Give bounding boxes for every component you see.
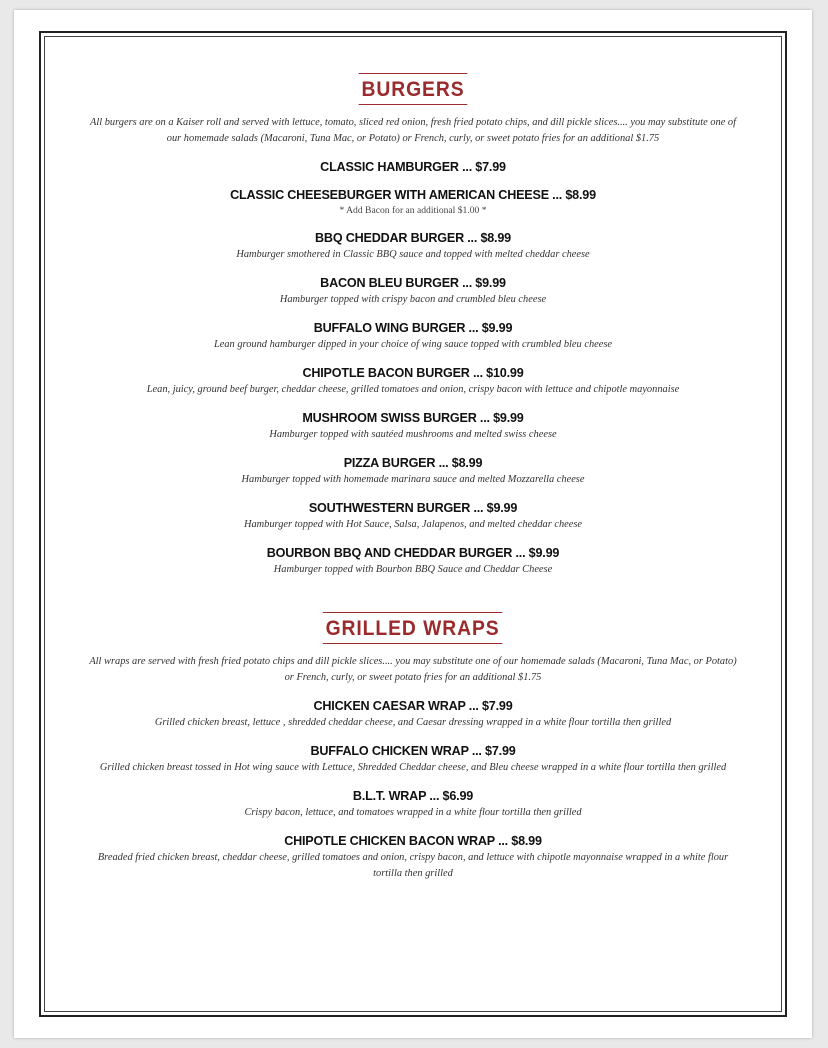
menu-item-title: PIZZA BURGER ... $8.99 — [343, 456, 483, 470]
menu-item-note: * Add Bacon for an additional $1.00 * — [339, 205, 487, 216]
menu-item-description: Hamburger topped with Bourbon BBQ Sauce and Cheddar Cheese — [273, 564, 553, 575]
menu-item-description: Hamburger topped with Hot Sauce, Salsa, Jalapenos, and melted cheddar cheese — [243, 519, 583, 530]
menu-item-description: Hamburger topped with crispy bacon and crumbled bleu cheese — [279, 294, 547, 305]
section-spacer — [41, 578, 785, 612]
menu-item-title: BOURBON BBQ AND CHEDDAR BURGER ... $9.99 — [266, 546, 560, 560]
menu-item-description: Lean ground hamburger dipped in your choice of wing sauce topped with crumbled bleu cheese — [213, 339, 613, 350]
menu-item-description: Hamburger smothered in Classic BBQ sauce and topped with melted cheddar cheese — [236, 249, 590, 260]
menu-item-title: CHIPOTLE CHICKEN BACON WRAP ... $8.99 — [284, 834, 542, 848]
menu-item-title: BACON BLEU BURGER ... $9.99 — [320, 276, 506, 290]
menu-item-description: Breaded fried chicken breast, cheddar cheese, grilled tomatoes and onion, crispy bacon, and lettuce with chipotle mayonnaise wrapped in a white flour tortilla then grilled — [97, 852, 729, 879]
menu-item-title: CHICKEN CAESAR WRAP ... $7.99 — [313, 699, 513, 713]
menu-item-buffalo-chicken-wrap — [41, 743, 785, 776]
menu-item-mushroom-swiss-burger — [41, 410, 785, 443]
wraps-section — [41, 612, 785, 882]
section-title-grilled-wraps: GRILLED WRAPS — [323, 612, 503, 644]
menu-item-title: BUFFALO WING BURGER ... $9.99 — [313, 321, 513, 335]
menu-item-description: Crispy bacon, lettuce, and tomatoes wrapped in a white flour tortilla then grilled — [244, 807, 582, 818]
menu-item-blt-wrap — [41, 788, 785, 821]
burgers-section — [41, 73, 785, 578]
menu-item-classic-hamburger — [41, 159, 785, 175]
menu-item-description: Hamburger topped with homemade marinara sauce and melted Mozzarella cheese — [241, 474, 585, 485]
menu-content — [41, 73, 785, 882]
menu-item-title: SOUTHWESTERN BURGER ... $9.99 — [308, 501, 518, 515]
page-border — [39, 31, 787, 1017]
menu-item-pizza-burger — [41, 455, 785, 488]
menu-item-chicken-caesar-wrap — [41, 698, 785, 731]
menu-item-title: MUSHROOM SWISS BURGER ... $9.99 — [302, 411, 524, 425]
menu-item-title: CLASSIC HAMBURGER ... $7.99 — [320, 160, 506, 174]
menu-item-title: CLASSIC CHEESEBURGER WITH AMERICAN CHEESE ... $8.99 — [230, 188, 596, 202]
menu-item-description: Lean, juicy, ground beef burger, cheddar cheese, grilled tomatoes and onion, crispy bacon with lettuce and chipotle mayonnaise — [146, 384, 680, 395]
menu-item-title: BUFFALO CHICKEN WRAP ... $7.99 — [310, 744, 516, 758]
menu-item-title: BBQ CHEDDAR BURGER ... $8.99 — [315, 231, 511, 245]
menu-item-chipotle-chicken-bacon-wrap — [41, 833, 785, 882]
menu-item-bourbon-bbq-cheddar-burger — [41, 545, 785, 578]
menu-item-bacon-bleu-burger — [41, 275, 785, 308]
menu-item-bbq-cheddar-burger — [41, 230, 785, 263]
wraps-intro: All wraps are served with fresh fried potato chips and dill pickle slices.... you may substitute one of our homemade salads (Macaroni, Tuna Mac, or Potato) or French, curly, or sweet potato fries for an additional $1.75 — [89, 656, 737, 683]
section-title-burgers: BURGERS — [359, 73, 468, 105]
menu-item-title: B.L.T. WRAP ... $6.99 — [352, 789, 474, 803]
menu-item-buffalo-wing-burger — [41, 320, 785, 353]
menu-item-southwestern-burger — [41, 500, 785, 533]
burgers-intro: All burgers are on a Kaiser roll and served with lettuce, tomato, sliced red onion, fresh fried potato chips, and dill pickle slices.... you may substitute one of our homemade salads (Macaroni, Tuna Mac, or Potato) or French, curly, or sweet potato fries for an additional $1.75 — [90, 117, 736, 144]
menu-item-description: Grilled chicken breast tossed in Hot wing sauce with Lettuce, Shredded Cheddar cheese, and Bleu cheese wrapped in a white flour tortilla then grilled — [99, 762, 727, 773]
menu-item-chipotle-bacon-burger — [41, 365, 785, 398]
menu-item-description: Grilled chicken breast, lettuce , shredded cheddar cheese, and Caesar dressing wrapped in a white flour tortilla then grilled — [154, 717, 672, 728]
menu-page — [14, 10, 812, 1038]
menu-item-title: CHIPOTLE BACON BURGER ... $10.99 — [302, 366, 524, 380]
menu-item-classic-cheeseburger — [41, 187, 785, 218]
menu-item-description: Hamburger topped with sautéed mushrooms and melted swiss cheese — [269, 429, 557, 440]
